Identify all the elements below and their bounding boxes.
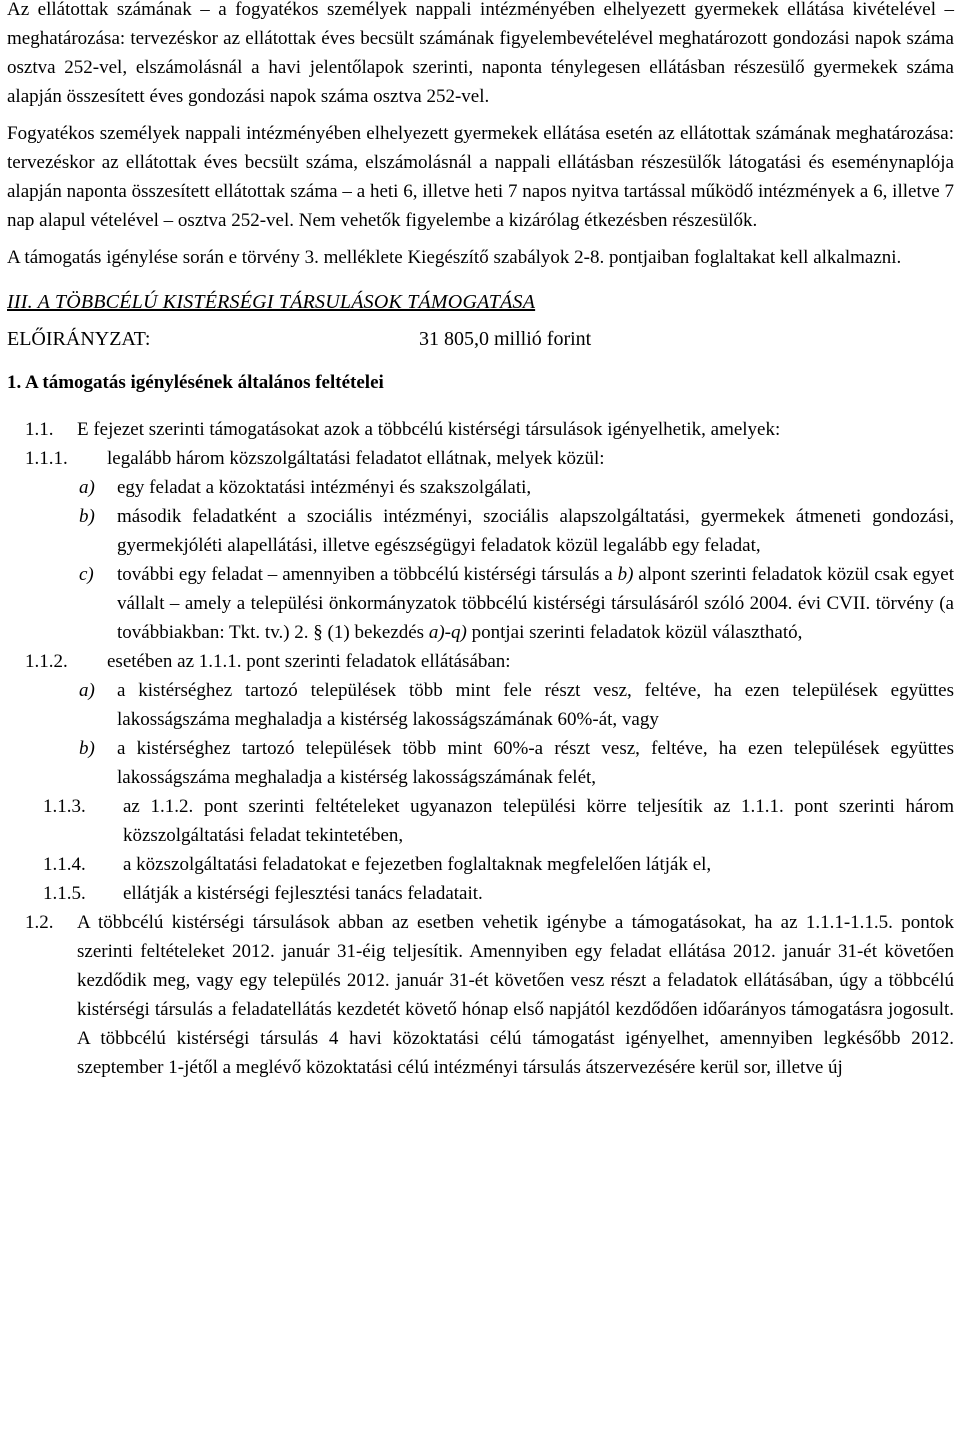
item-1-1-5 bbox=[7, 879, 954, 908]
subitem-letter: c) bbox=[79, 564, 94, 585]
subitem-a-1 bbox=[7, 473, 954, 502]
paragraph-ellatottak-szama: Az ellátottak számának – a fogyatékos személyek nappali intézményében elhelyezett gyermekek ellátása kivételével – meghatározása: tervezéskor az ellátottak éves becsült számának figyelembevételével meghatározott gondozási napok száma osztva 252-vel, elszámolásnál a havi jelentőlapok szerinti, naponta ténylegesen ellátásban részesülő gyermekek száma alapján összesített éves gondozási napok száma osztva 252-vel. bbox=[7, 0, 954, 107]
item-1-2 bbox=[7, 908, 954, 1082]
item-number: 1.1.1. bbox=[25, 448, 68, 469]
item-text: a közszolgáltatási feladatokat e fejezetben foglaltaknak megfelelően látják el, bbox=[123, 854, 712, 875]
item-text: ellátják a kistérségi fejlesztési tanács feladatait. bbox=[123, 883, 483, 904]
subitem-letter: b) bbox=[79, 506, 95, 527]
subitem-text: a kistérséghez tartozó települések több mint 60%-a részt vesz, feltéve, ha ezen települések együttes lakosságszáma meghaladja a kistérség lakosságszámának felét, bbox=[117, 738, 954, 788]
budget-line bbox=[7, 325, 954, 354]
subitem-b-2 bbox=[7, 734, 954, 792]
subitem-a-2 bbox=[7, 676, 954, 734]
document-page bbox=[7, 0, 954, 1082]
item-number: 1.1.4. bbox=[43, 854, 86, 875]
item-number: 1.1.5. bbox=[43, 883, 86, 904]
reference-a-q: a)-q) bbox=[428, 622, 467, 643]
subitem-text: második feladatként a szociális intézményi, szociális alapszolgáltatási, gyermekek átmeneti gondozási, gyermekjóléti alapellátási, illetve egészségügyi feladatok közül legalább egy feladat, bbox=[117, 506, 954, 556]
subitem-b-1 bbox=[7, 502, 954, 560]
chapter-heading: III. A TÖBBCÉLÚ KISTÉRSÉGI TÁRSULÁSOK TÁMOGATÁSA bbox=[7, 291, 536, 313]
item-text: esetében az 1.1.1. pont szerinti feladatok ellátásában: bbox=[107, 651, 511, 672]
subitem-c-1 bbox=[7, 560, 954, 647]
item-1-1-4 bbox=[7, 850, 954, 879]
subitem-text bbox=[117, 560, 954, 647]
subitem-letter: b) bbox=[79, 738, 95, 759]
subitem-text-part: alpont szerinti feladatok közül csak egyet vállalt – amely a települési önkormányzatok többcélú kistérségi társulásáról szóló 2004. évi CVII. törvény (a továbbiakban: Tkt. tv.) 2. § (1) bekezdés bbox=[117, 564, 954, 643]
item-number: 1.1.2. bbox=[25, 651, 68, 672]
item-1-1-1 bbox=[7, 444, 954, 473]
item-1-1 bbox=[7, 415, 954, 444]
subitem-text-part: pontjai szerinti feladatok közül választható, bbox=[466, 622, 803, 643]
item-number: 1.1.3. bbox=[43, 796, 86, 817]
subitem-letter: a) bbox=[79, 477, 95, 498]
reference-b: b) bbox=[617, 564, 634, 585]
subitem-letter: a) bbox=[79, 680, 95, 701]
subitem-text: egy feladat a közoktatási intézményi és szakszolgálati, bbox=[117, 477, 532, 498]
item-text: legalább három közszolgáltatási feladatot ellátnak, melyek közül: bbox=[107, 448, 605, 469]
paragraph-fogyatekos-ellatas: Fogyatékos személyek nappali intézményében elhelyezett gyermekek ellátása esetén az ellátottak számának meghatározása: tervezéskor az ellátottak éves becsült száma, elszámolásnál a nappali ellátásban részesülők látogatási és eseménynaplója alapján naponta összesített ellátottak száma – a heti 6, illetve heti 7 napos nyitva tartással működő intézmények a 6, illetve 7 nap alapul vételével – osztva 252-vel. Nem vehetők figyelembe a kizárólag étkezésben részesülők. bbox=[7, 123, 954, 231]
item-text: A többcélú kistérségi társulások abban az esetben vehetik igénybe a támogatásokat, ha az 1.1.1-1.1.5. pontok szerinti feltételeket 2012. január 31-éig teljesítik. Amennyiben egy feladat ellátása 2012. január 31-ét követően kezdődik meg, vagy egy település 2012. január 31-ét követően vesz részt a feladatok ellátásában, úgy a többcélú kistérségi társulás a feladatellátás kezdetét követő hónap első napjától kezdődően időarányos támogatásra jogosult. A többcélú kistérségi társulás 4 havi közoktatási célú támogatást igényelhet, amennyiben legkésőbb 2012. szeptember 1-jétől a meglévő közoktatási célú intézményi társulás átszervezésére kerül sor, illetve új bbox=[77, 912, 954, 1078]
paragraph-tamogatas-igenylese: A támogatás igénylése során e törvény 3. melléklete Kiegészítő szabályok 2-8. pontjaiban foglaltakat kell alkalmazni. bbox=[7, 247, 902, 268]
item-1-1-3 bbox=[7, 792, 954, 850]
item-number: 1.2. bbox=[25, 912, 54, 933]
item-number: 1.1. bbox=[25, 419, 54, 440]
subitem-text: a kistérséghez tartozó települések több mint fele részt vesz, feltéve, ha ezen települések együttes lakosságszáma meghaladja a kistérség lakosságszámának 60%-át, vagy bbox=[117, 680, 954, 730]
section-heading: 1. A támogatás igénylésének általános feltételei bbox=[7, 372, 384, 393]
subitem-text-part: további egy feladat – amennyiben a többcélú kistérségi társulás a bbox=[117, 564, 618, 585]
budget-label: ELŐIRÁNYZAT: bbox=[7, 328, 151, 350]
item-1-1-2 bbox=[7, 647, 954, 676]
budget-value: 31 805,0 millió forint bbox=[419, 328, 592, 350]
item-text: az 1.1.2. pont szerinti feltételeket ugyanazon települési körre teljesítik az 1.1.1. pont szerinti három közszolgáltatási feladat tekintetében, bbox=[123, 796, 954, 846]
item-text: E fejezet szerinti támogatásokat azok a többcélú kistérségi társulások igényelhetik, amelyek: bbox=[77, 419, 781, 440]
